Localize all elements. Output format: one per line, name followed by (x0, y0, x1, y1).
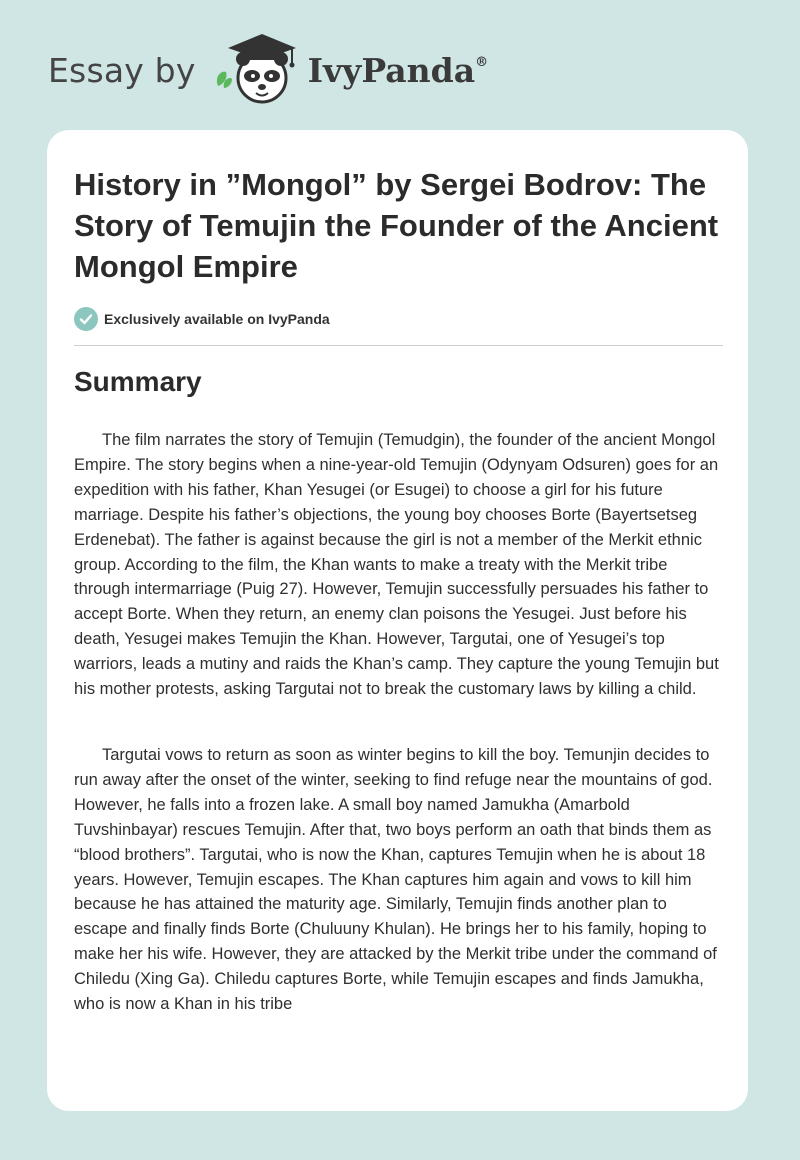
essay-by-label: Essay by (48, 50, 196, 90)
section-heading: Summary (74, 366, 202, 397)
check-icon (74, 307, 98, 331)
essay-card (47, 130, 748, 1111)
site-header (48, 30, 488, 110)
badge-label: Exclusively available on IvyPanda (104, 311, 330, 327)
paragraph: The film narrates the story of Temujin (Temudgin), the founder of the ancient Mongol Empire. The story begins when a nine-year-old Temujin (Odynyam Odsuren) goes for an expedition with his father, Khan Yesugei (or Esugei) to choose a girl for his future marriage. Despite his father’s objections, the young boy chooses Borte (Bayertsetseg Erdenebat). The father is against because the girl is not a member of the Merkit ethnic group. According to the film, the Khan wants to make a treaty with the Merkit tribe through intermarriage (Puig 27). However, Temujin successfully persuades his father to accept Borte. When they return, an enemy clan poisons the Yesugei. Just before his death, Yesugei makes Temujin the Khan. However, Targutai, one of Yesugei’s top warriors, leads a mutiny and raids the Khan’s camp. They capture the young Temujin but his mother protests, asking Targutai not to break the customary laws by killing a child. (74, 431, 719, 699)
divider (74, 345, 723, 346)
brand-name[interactable]: IvyPanda® (307, 50, 489, 90)
page-title: History in ”Mongol” by Sergei Bodrov: The Story of Temujin the Founder of the Ancient Mongol Empire (74, 167, 719, 284)
paragraph: Targutai vows to return as soon as winter begins to kill the boy. Temunjin decides to run away after the onset of the winter, seeking to find refuge near the mountains of god. However, he falls into a frozen lake. A small boy named Jamukha (Amarbold Tuvshinbayar) rescues Temujin. After that, two boys perform an oath that binds them as “blood brothers”. Targutai, who is now the Khan, captures Temujin when he is about 18 years. However, Temujin escapes. The Khan captures him again and vows to kill him because he has attained the maturity age. Similarly, Temujin finds another plan to escape and finally finds Borte (Chuluuny Khulan). He brings her to his family, hoping to make her his wife. However, they are attacked by the Merkit tribe under the command of Chiledu (Xing Ga). Chiledu captures Borte, while Temujin escapes and finds Jamukha, who is now a Khan in his tribe (74, 746, 717, 1014)
exclusive-badge (74, 307, 330, 331)
panda-graduation-icon[interactable] (212, 32, 304, 108)
